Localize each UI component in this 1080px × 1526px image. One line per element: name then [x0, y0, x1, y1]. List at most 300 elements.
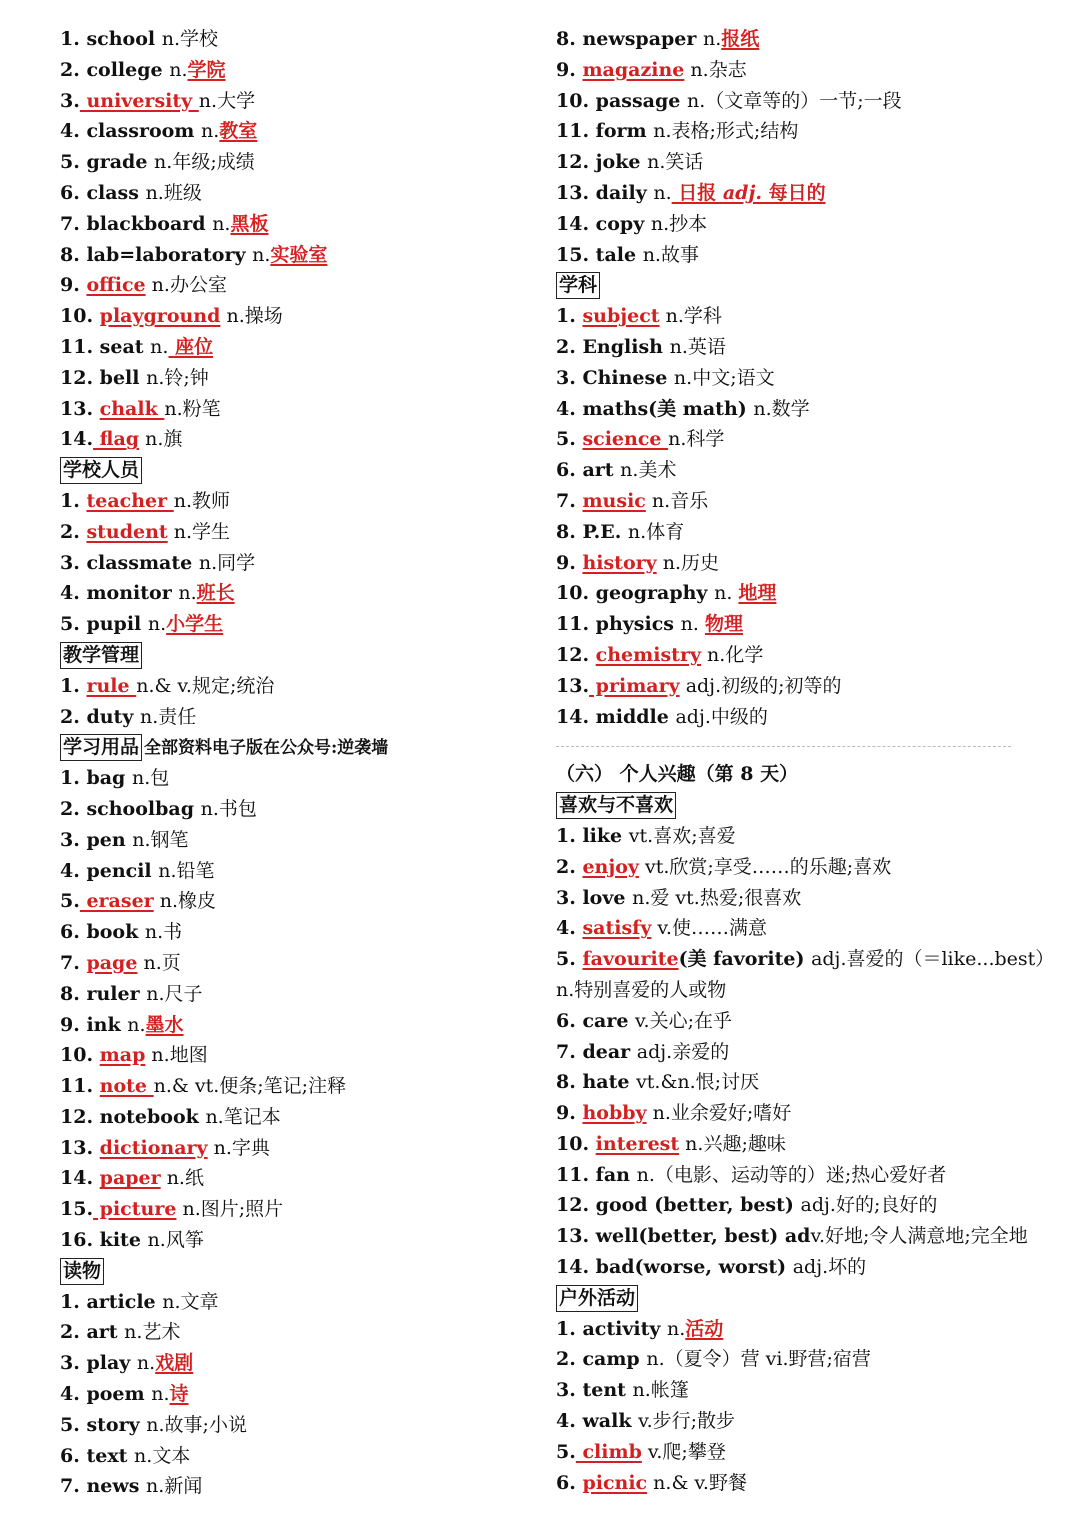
answer-highlight: 实验室 [270, 243, 328, 266]
vocab-item [556, 55, 1026, 86]
answer-highlight: picnic [582, 1471, 648, 1494]
part-of-speech: n. [632, 1379, 651, 1402]
word: 15. tale [556, 243, 643, 266]
vocab-item [60, 825, 530, 856]
section-heading [556, 270, 1026, 301]
section-heading [556, 790, 1026, 821]
vocab-item [556, 178, 1026, 209]
meaning: 同学 [217, 551, 256, 574]
word: 3. classmate [60, 551, 199, 574]
vocab-item [60, 363, 530, 394]
word: 2. art [60, 1321, 125, 1344]
part-of-speech: n. [753, 397, 772, 420]
vocab-item [556, 1314, 1026, 1345]
word: 11. [60, 1075, 100, 1098]
word: 11. seat [60, 335, 151, 358]
vocab-item [556, 86, 1026, 117]
section-label: 学校人员 [60, 457, 142, 484]
vocab-item [556, 975, 1026, 1006]
answer-highlight: 诗 [169, 1383, 189, 1406]
meaning: 野餐 [708, 1471, 747, 1494]
answer-highlight: rule [86, 674, 137, 697]
meaning: 好地;令人满意地;完全地 [825, 1225, 1028, 1248]
vocab-item [60, 1102, 530, 1133]
vocab-item [556, 578, 1026, 609]
word: 7. news [60, 1475, 147, 1498]
meaning: 历史 [681, 551, 720, 574]
part-of-speech: n. [620, 459, 639, 482]
section-heading [60, 732, 530, 763]
word: 1. [60, 489, 87, 512]
vocab-item [60, 24, 530, 55]
vocab-item [556, 209, 1026, 240]
word: 9. [556, 551, 583, 574]
vocab-item [60, 1133, 530, 1164]
part-of-speech: n. [145, 274, 170, 297]
vocab-item [60, 486, 530, 517]
answer-highlight: 戏剧 [155, 1352, 194, 1375]
word: 5. story [60, 1413, 147, 1436]
vocab-item [60, 1379, 530, 1410]
word: 3. love [556, 886, 633, 909]
part-of-speech: n. [137, 951, 162, 974]
meaning: 坏的 [828, 1256, 867, 1279]
part-of-speech: n. [252, 243, 271, 266]
vocab-item [60, 609, 530, 640]
vocab-item [60, 671, 530, 702]
word: 13. well(better, best) ad [556, 1225, 811, 1248]
part-of-speech: n. [680, 613, 699, 636]
meaning: 表格;形式;结构 [671, 120, 799, 143]
word: 5. [556, 428, 583, 451]
part-of-speech: n.& v. [136, 674, 192, 697]
meaning: 责任 [158, 705, 197, 728]
vocab-item [60, 1348, 530, 1379]
part-of-speech: vt. [638, 855, 670, 878]
word: 10. [60, 305, 100, 328]
word: 8. P.E. [556, 520, 628, 543]
vocab-item [60, 1410, 530, 1441]
vocab-item [556, 1406, 1026, 1437]
vocab-item [60, 86, 530, 117]
word: 1. school [60, 28, 162, 50]
vocab-item [60, 1010, 530, 1041]
part-of-speech: n. [556, 978, 575, 1001]
section-label: 学科 [556, 272, 600, 299]
part-of-speech: adj. [675, 705, 711, 728]
answer-highlight: 墨水 [145, 1013, 184, 1036]
vocab-item [556, 1437, 1026, 1468]
meaning: 数学 [771, 397, 810, 420]
part-of-speech: n. [205, 1105, 224, 1128]
part-of-speech: n. [146, 1413, 165, 1436]
answer-highlight: 小学生 [166, 613, 224, 636]
part-of-speech: vi. [765, 1348, 789, 1371]
answer-highlight: eraser [79, 890, 154, 913]
meaning: 杂志 [708, 58, 747, 81]
word: 5. pupil [60, 613, 148, 636]
part-of-speech: n. [161, 28, 180, 50]
answer-highlight: university [79, 89, 199, 112]
word-variant: (美 favorite) [678, 948, 812, 971]
part-of-speech: n. [650, 212, 670, 235]
answer-highlight: 班长 [196, 582, 235, 605]
meaning: 笔记本 [223, 1105, 281, 1128]
meaning: 风筝 [165, 1229, 204, 1252]
vocab-item [60, 548, 530, 579]
vocab-item [556, 240, 1026, 271]
word: 8. ruler [60, 982, 147, 1005]
answer-highlight: satisfy [582, 917, 652, 940]
answer-highlight: flag [93, 428, 140, 451]
vocab-item [556, 1221, 1026, 1252]
part-of-speech: adj. [800, 1194, 836, 1217]
vocab-item [60, 1441, 530, 1472]
vocab-item [556, 424, 1026, 455]
word: 12. joke [556, 151, 648, 174]
meaning: 笑话 [665, 151, 704, 174]
answer-highlight: chalk [99, 397, 165, 420]
part-of-speech: n. [669, 335, 688, 358]
unit-title-text: （六） 个人兴趣（第 8 天） [556, 763, 799, 786]
part-of-speech: n. [146, 1475, 165, 1498]
word: 14. [60, 428, 94, 451]
vocab-item [556, 1344, 1026, 1375]
answer-highlight: teacher [86, 489, 174, 512]
meaning: 故事;小说 [164, 1413, 247, 1436]
vocab-item [60, 517, 530, 548]
part-of-speech: n. [200, 797, 219, 820]
answer-highlight: magazine [582, 58, 685, 81]
vocab-item [60, 1194, 530, 1225]
vocab-item [556, 363, 1026, 394]
vocab-item [556, 609, 1026, 640]
part-of-speech: v. [651, 917, 672, 940]
meaning: 艺术 [142, 1321, 181, 1344]
part-of-speech: n. [673, 366, 693, 389]
part-of-speech: n. [145, 1044, 170, 1067]
meaning: 办公室 [169, 274, 227, 297]
meaning: 兴趣;趣味 [703, 1132, 786, 1155]
vocab-item [556, 852, 1026, 883]
word: 11. fan [556, 1163, 637, 1186]
word: 1. [60, 674, 87, 697]
part-of-speech: n. [131, 767, 151, 790]
meaning: 抄本 [669, 212, 708, 235]
part-of-speech: n. [134, 1444, 153, 1467]
vocab-item [556, 1190, 1026, 1221]
vocab-item [556, 486, 1026, 517]
meaning: 初级的;初等的 [721, 674, 842, 697]
vocab-item [556, 1252, 1026, 1283]
part-of-speech: n.& v. [647, 1471, 709, 1494]
vocab-item [556, 1006, 1026, 1037]
meaning: （文章等的）一节;一段 [705, 89, 902, 112]
part-of-speech: n. [684, 58, 709, 81]
part-of-speech: n. [167, 520, 193, 543]
word: 9. [556, 58, 583, 81]
meaning: 新闻 [164, 1475, 203, 1498]
meaning: 教师 [192, 489, 231, 512]
vocab-item [60, 948, 530, 979]
answer-highlight: 日报 [671, 181, 723, 204]
part-of-speech: n. [201, 120, 220, 143]
section-note: 全部资料电子版在公众号:逆袭墙 [144, 738, 389, 759]
word: 7. [60, 951, 87, 974]
word: 4. monitor [60, 582, 179, 605]
meaning: 关心;在乎 [649, 1009, 732, 1032]
word: 1. article [60, 1290, 163, 1313]
word: 13. [60, 1136, 100, 1159]
vocab-item [556, 548, 1026, 579]
word: 7. blackboard [60, 212, 213, 235]
part-of-speech: n. [656, 551, 682, 574]
answer-highlight: 教室 [219, 120, 258, 143]
vocab-item [556, 1468, 1026, 1499]
part-of-speech: n. [642, 243, 661, 266]
part-of-speech: n. [178, 582, 197, 605]
part-of-speech: n. [653, 181, 672, 204]
part-of-speech: v. [641, 1440, 663, 1463]
part-of-speech: n. [139, 428, 164, 451]
meaning: 尺子 [164, 982, 203, 1005]
meaning: 野营;宿营 [788, 1348, 871, 1371]
answer-highlight: subject [582, 305, 660, 328]
answer-highlight: hobby [582, 1102, 647, 1125]
section-heading [60, 1256, 530, 1287]
part-of-speech: n. [653, 120, 672, 143]
meaning: 操场 [244, 305, 283, 328]
part-of-speech: v. [810, 1225, 825, 1248]
vocab-item [556, 24, 1026, 55]
answer-highlight: office [86, 274, 146, 297]
meaning: 书 [163, 921, 183, 944]
vocab-item [60, 178, 530, 209]
part-of-speech: n. [151, 1383, 170, 1406]
word: 1. bag [60, 767, 132, 790]
word: 6. art [556, 459, 621, 482]
part-of-speech: n. [153, 890, 178, 913]
answer-highlight: science [582, 428, 669, 451]
word: 6. class [60, 181, 146, 204]
word: 4. maths(美 math) [556, 397, 754, 420]
meaning: 纸 [184, 1167, 204, 1190]
word: 1. [556, 305, 583, 328]
answer-highlight: 活动 [685, 1317, 724, 1340]
word: 2. [556, 855, 583, 878]
vocab-item [60, 424, 530, 455]
word: 2. duty [60, 705, 140, 728]
meaning: 大学 [217, 89, 256, 112]
answer-highlight: page [86, 951, 138, 974]
answer-highlight: 物理 [704, 613, 743, 636]
word: 2. [60, 520, 87, 543]
meaning: 好的;良好的 [835, 1194, 938, 1217]
section-divider [556, 746, 1011, 747]
meaning: 包 [150, 767, 170, 790]
part-of-speech: n. [154, 151, 173, 174]
vocab-item [60, 1040, 530, 1071]
part-of-speech: n. [162, 1290, 181, 1313]
word: 7. dear [556, 1040, 637, 1063]
vocab-item [60, 1071, 530, 1102]
word: 6. text [60, 1444, 135, 1467]
meaning: 欣赏;享受……的乐趣;喜欢 [669, 855, 892, 878]
vocab-item [556, 455, 1026, 486]
part-of-speech: adj. [679, 674, 722, 697]
word: 4. pencil [60, 859, 159, 882]
word: 6. care [556, 1009, 636, 1032]
part-of-speech: n. [703, 28, 722, 50]
vocab-item [60, 270, 530, 301]
vocab-item [60, 55, 530, 86]
vocab-item [556, 394, 1026, 425]
answer-highlight: 地理 [738, 582, 777, 605]
part-of-speech: n. [158, 859, 177, 882]
vocab-item [556, 702, 1026, 733]
word: 2. English [556, 335, 670, 358]
answer-highlight: note [99, 1075, 154, 1098]
word: 7. [556, 489, 583, 512]
word: 4. [556, 917, 583, 940]
part-of-speech: n. [686, 89, 706, 112]
part-of-speech: adj. [811, 948, 847, 971]
word: 4. poem [60, 1383, 152, 1406]
meaning: 年级;成绩 [172, 151, 255, 174]
word: 4. walk [556, 1410, 639, 1433]
word: 12. good (better, best) [556, 1194, 801, 1217]
vocab-item [556, 1067, 1026, 1098]
meaning: 粉笔 [182, 397, 221, 420]
meaning: 英语 [687, 335, 726, 358]
part-of-speech: adj. [792, 1256, 829, 1279]
part-of-speech: vt.&n. [636, 1071, 696, 1094]
word: 3. [60, 89, 80, 112]
vocab-item [60, 794, 530, 825]
meaning: 钢笔 [150, 828, 189, 851]
word: 10. passage [556, 89, 687, 112]
part-of-speech: n. [645, 489, 671, 512]
answer-highlight-pos: adj. [722, 181, 762, 204]
vocab-item [60, 301, 530, 332]
meaning: 书包 [218, 797, 257, 820]
part-of-speech: n. [668, 428, 687, 451]
section-label: 学习用品 [60, 734, 142, 761]
meaning: 学科 [683, 305, 722, 328]
answer-highlight: enjoy [582, 855, 639, 878]
section-heading [556, 1283, 1026, 1314]
section-label: 户外活动 [556, 1285, 638, 1312]
answer-highlight: student [86, 520, 168, 543]
right-column [556, 24, 1055, 1498]
answer-highlight: 每日的 [761, 181, 826, 204]
meaning: 美术 [638, 459, 677, 482]
vocab-item [60, 209, 530, 240]
part-of-speech: n. [176, 1198, 201, 1221]
part-of-speech: n. [207, 1136, 232, 1159]
vocab-item [556, 301, 1026, 332]
part-of-speech: vt. [675, 886, 700, 909]
meaning: 使……满意 [671, 917, 767, 940]
answer-highlight: primary [589, 674, 680, 697]
answer-highlight: picture [93, 1198, 177, 1221]
meaning: 学生 [192, 520, 231, 543]
part-of-speech: n. [714, 582, 733, 605]
part-of-speech: n. [659, 305, 684, 328]
part-of-speech: n. [173, 489, 193, 512]
meaning: 业余爱好;嗜好 [670, 1102, 792, 1125]
word: 9. ink [60, 1013, 128, 1036]
word: 5. [556, 1440, 576, 1463]
meaning: 喜欢;喜爱 [653, 824, 736, 847]
part-of-speech: n. [627, 520, 647, 543]
word: 4. classroom [60, 120, 202, 143]
meaning: 爱 [650, 886, 676, 909]
vocab-item [556, 821, 1026, 852]
meaning: 中文;语文 [692, 366, 775, 389]
part-of-speech: adj. [636, 1040, 673, 1063]
word: 13. [60, 397, 100, 420]
word: 16. kite [60, 1229, 148, 1252]
answer-highlight: chemistry [595, 643, 701, 666]
vocab-item [556, 332, 1026, 363]
part-of-speech: n. [701, 643, 726, 666]
section-heading [60, 640, 530, 671]
meaning: （电影、运动等的）迷;热心爱好者 [654, 1163, 947, 1186]
part-of-speech: n. [147, 613, 167, 636]
section-label: 读物 [60, 1258, 104, 1285]
part-of-speech: n. [146, 366, 165, 389]
meaning: 页 [161, 951, 181, 974]
vocab-item [556, 1160, 1026, 1191]
answer-highlight: 黑板 [230, 212, 269, 235]
meaning: 地图 [169, 1044, 208, 1067]
part-of-speech: n. [646, 1102, 671, 1125]
meaning: 便条;笔记;注释 [219, 1075, 347, 1098]
word: 2. schoolbag [60, 797, 201, 820]
section-label: 教学管理 [60, 642, 142, 669]
answer-highlight: dictionary [99, 1136, 208, 1159]
word: 14. middle [556, 705, 676, 728]
word: 8. hate [556, 1071, 637, 1094]
word: 11. form [556, 120, 654, 143]
vocab-item [60, 763, 530, 794]
meaning: 旗 [163, 428, 183, 451]
answer-highlight: paper [99, 1167, 161, 1190]
answer-highlight: 座位 [168, 335, 214, 358]
part-of-speech: n. [632, 886, 651, 909]
meaning: （夏令）营 [664, 1348, 766, 1371]
meaning: 亲爱的 [672, 1040, 730, 1063]
vocab-item [556, 913, 1026, 944]
vocab-item [60, 1317, 530, 1348]
meaning: 热爱;很喜欢 [699, 886, 802, 909]
part-of-speech: n. [146, 982, 165, 1005]
word: 14. bad(worse, worst) [556, 1256, 793, 1279]
word: 13. daily [556, 181, 654, 204]
part-of-speech: vt. [628, 824, 654, 847]
meaning: 爬;攀登 [662, 1440, 726, 1463]
part-of-speech: n. [136, 1352, 156, 1375]
part-of-speech: n. [150, 335, 169, 358]
word: 12. bell [60, 366, 147, 389]
vocab-item [60, 578, 530, 609]
vocab-item [60, 394, 530, 425]
part-of-speech: n. [127, 1013, 146, 1036]
answer-highlight: 报纸 [721, 28, 760, 50]
word: 8. lab=laboratory [60, 243, 253, 266]
part-of-speech: n. [144, 921, 164, 944]
